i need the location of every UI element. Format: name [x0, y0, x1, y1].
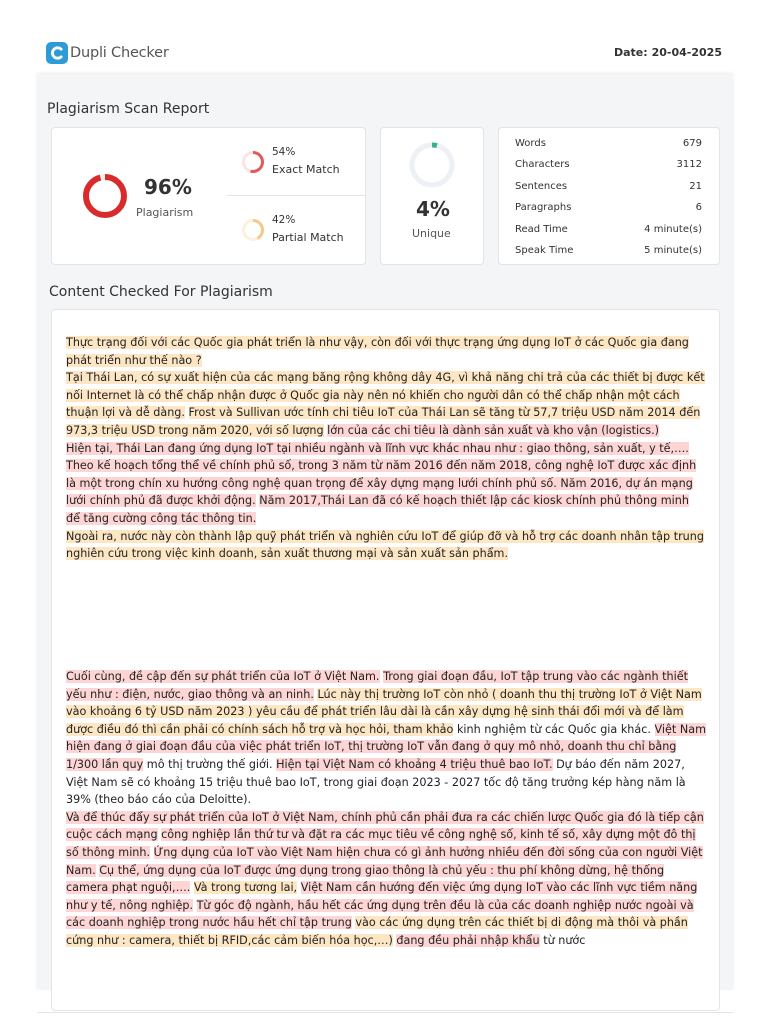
- matched-text[interactable]: Việt Nam hiện đang ở giai đoạn đầu của việc phát triển IoT, thị trường IoT vẫn đang ở quy mô nhỏ, doanh thu chỉ bằng 1/300 lần quy: [66, 722, 706, 771]
- stat-row-read-time: [515, 224, 702, 245]
- plagiarism-card: [51, 127, 229, 265]
- matched-text[interactable]: Thực trạng đối với các Quốc gia phát triển là như vậy, còn đối với thực trạng ứng dụng IoT ở các Quốc gia đang phát triển như thế nào ?: [66, 336, 689, 367]
- content-paragraph: [66, 440, 706, 528]
- plain-text: từ nước: [539, 933, 586, 947]
- matched-text[interactable]: vào các ứng dụng trên các thiết bị di động mà thôi và phần cứng như : camera, thiết bị RFID,các cảm biến hóa học,…): [66, 916, 688, 947]
- matched-text[interactable]: Và để thúc đẩy sự phát triển của IoT ở Việt Nam, chính phủ cần phải đưa ra các chiến lược Quốc gia đó là tiếp cận cuộc cách mạng: [66, 810, 704, 842]
- exact-match-percent: 54%: [272, 146, 296, 158]
- partial-match-percent: 42%: [272, 214, 296, 226]
- logo-text: Dupli Checker: [70, 45, 169, 61]
- c-logo-icon: [46, 42, 68, 64]
- plain-text: kinh nghiệm từ các Quốc gia khác.: [453, 722, 655, 736]
- matched-text[interactable]: Cụ thể, ứng dụng của IoT được ứng dụng trong giao thông là chủ yếu : thu phí không dừng, hệ thống camera phạt nguội,….: [66, 863, 665, 895]
- match-card: [227, 127, 366, 265]
- matched-text[interactable]: Frost và Sullivan ước tính chi tiêu IoT của Thái Lan sẽ tăng từ 57,7 triệu USD năm 2014 đến 973,3 triệu USD trong năm 2020, với số lượng: [66, 406, 701, 437]
- plain-text: [185, 406, 189, 419]
- stat-label: Paragraphs: [515, 202, 572, 214]
- matched-text[interactable]: đang đều phải nhập khẩu: [396, 933, 540, 947]
- stat-row-sentences: [515, 181, 702, 202]
- content-section-b: [66, 668, 706, 950]
- unique-label: Unique: [412, 227, 451, 240]
- content-paragraph: [66, 334, 706, 369]
- report-title: Plagiarism Scan Report: [47, 101, 210, 117]
- stat-value: 3112: [676, 159, 702, 171]
- stat-row-paragraphs: [515, 202, 702, 223]
- stat-value: 5 minute(s): [644, 244, 702, 256]
- matched-text[interactable]: lớn của các chi tiêu là dành sản xuất và kho vận (logistics.): [327, 423, 659, 437]
- footer-divider: [37, 1012, 733, 1013]
- unique-ring: [409, 142, 455, 188]
- content-card: [51, 309, 720, 1011]
- stats-list: [515, 138, 702, 266]
- content-section-a: [66, 334, 706, 563]
- match-divider: [227, 195, 365, 196]
- matched-text[interactable]: Và trong tương lai,: [193, 881, 298, 895]
- stat-row-speak-time: [515, 245, 702, 266]
- exact-match-label: Exact Match: [272, 163, 340, 176]
- content-title: Content Checked For Plagiarism: [49, 284, 273, 300]
- stat-label: Speak Time: [515, 244, 574, 256]
- stat-label: Sentences: [515, 180, 568, 192]
- stat-label: Words: [515, 138, 546, 149]
- unique-percent: 4%: [416, 197, 450, 221]
- header: [0, 0, 768, 72]
- date-value: 20-04-2025: [651, 46, 722, 59]
- stat-value: 6: [695, 202, 702, 214]
- plagiarism-percent: 96%: [144, 175, 192, 199]
- stat-row-words: [515, 138, 702, 159]
- unique-card: [380, 127, 484, 265]
- report-date: [614, 46, 722, 59]
- matched-text[interactable]: Trong giai đoạn đầu, IoT tập trung vào các ngành thiết yếu như : điện, nước, giao thông và an ninh.: [66, 670, 689, 701]
- matched-text[interactable]: Việt Nam cần hướng đến việc ứng dụng IoT vào các lĩnh vực tiềm năng như y tế, nông nghiệp.: [66, 881, 698, 912]
- partial-match-ring: [241, 218, 265, 242]
- matched-text[interactable]: Từ góc độ ngành, hầu hết các ứng dụng trên đều là của các doanh nghiệp nước ngoài và các doanh nghiệp trong nước hầu hết chỉ tập trung: [66, 898, 694, 930]
- logo[interactable]: [46, 42, 169, 64]
- partial-match-label: Partial Match: [272, 231, 344, 244]
- matched-text[interactable]: Ngoài ra, nước này còn thành lập quỹ phát triển và nghiên cứu IoT để giúp đỡ và hỗ trợ các doanh nhân tập trung nghiên cứu trong việc kinh doanh, sản xuất thương mại và sản xuất sản phẩm.: [66, 529, 704, 561]
- stat-label: Read Time: [515, 223, 568, 235]
- content-paragraph: [66, 668, 706, 809]
- stat-label: Characters: [515, 159, 570, 171]
- plagiarism-ring: [81, 172, 129, 220]
- stat-value: 21: [689, 180, 702, 192]
- matched-text[interactable]: Tại Thái Lan, có sự xuất hiện của các mạng băng rộng không dây 4G, vì khả năng chi trả của các thiết bị được kết nối Internet là có thể chấp nhận được ở Quốc gia này nên nó khiến cho người dân có thể chấp nhận một cách thuận lợi và dễ dàng.: [66, 371, 705, 420]
- matched-text[interactable]: Năm 2017,Thái Lan đã có kế hoạch thiết lập các kiosk chính phủ thông minh để tăng cường công tác thông tin.: [66, 494, 689, 525]
- content-paragraph: [66, 528, 706, 563]
- date-label: Date:: [613, 46, 648, 59]
- matched-text[interactable]: Cuối cùng, đề cập đến sự phát triển của IoT ở Việt Nam.: [66, 670, 380, 683]
- plain-text: mô thị trường thế giới.: [143, 757, 277, 771]
- exact-match-ring: [241, 150, 265, 174]
- matched-text[interactable]: Ứng dụng của IoT vào Việt Nam hiện chưa có gì ảnh hưởng nhiều đến đời sống của con người Việt Nam.: [66, 845, 703, 877]
- matched-text[interactable]: Hiện tại, Thái Lan đang ứng dụng IoT tại nhiều ngành và lĩnh vực khác nhau như : giao thông, sản xuất, y tế,…. Theo kế hoạch tổng thể về chính phủ số, trong 3 năm từ năm 2016 đến năm 2018, công nghệ IoT được xác định là một trong chín xu hướng công nghệ quan trọng để xây dựng mạng lưới chính phủ số. Năm 2016, dự án mạng lưới chính phủ đã được khởi động.: [66, 441, 697, 508]
- stats-card: [498, 127, 720, 265]
- matched-text[interactable]: Hiện tại Việt Nam có khoảng 4 triệu thuê bao IoT.: [276, 757, 553, 771]
- plagiarism-ring-fill: [86, 177, 124, 215]
- content-paragraph: [66, 809, 706, 950]
- matched-text[interactable]: Lúc này thị trường IoT còn nhỏ ( doanh thu thị trường IoT ở Việt Nam vào khoảng 6 tỷ USD năm 2023 ) yêu cầu để phát triển lâu dài là cần xây dựng hệ sinh thái đổi mới và để làm được điều đó thì cần phải có chính sách hỗ trợ và học hỏi, tham khảo: [66, 687, 702, 736]
- stat-value: 679: [682, 138, 702, 149]
- plain-text: Dự báo đến năm 2027, Việt Nam sẽ có khoảng 15 triệu thuê bao IoT, trong giai đoạn 2023 - 2027 tốc độ tăng trưởng kép hàng năm là 39% (theo báo cáo của Deloitte).: [66, 757, 686, 807]
- stat-row-characters: [515, 159, 702, 180]
- stat-value: 4 minute(s): [644, 223, 702, 235]
- content-paragraph: [66, 369, 706, 439]
- matched-text[interactable]: công nghiệp lần thứ tư và đặt ra các mục tiêu về công nghệ số, kinh tế số, xây dựng một đô thị số thông minh.: [66, 828, 696, 859]
- plagiarism-label: Plagiarism: [136, 206, 194, 219]
